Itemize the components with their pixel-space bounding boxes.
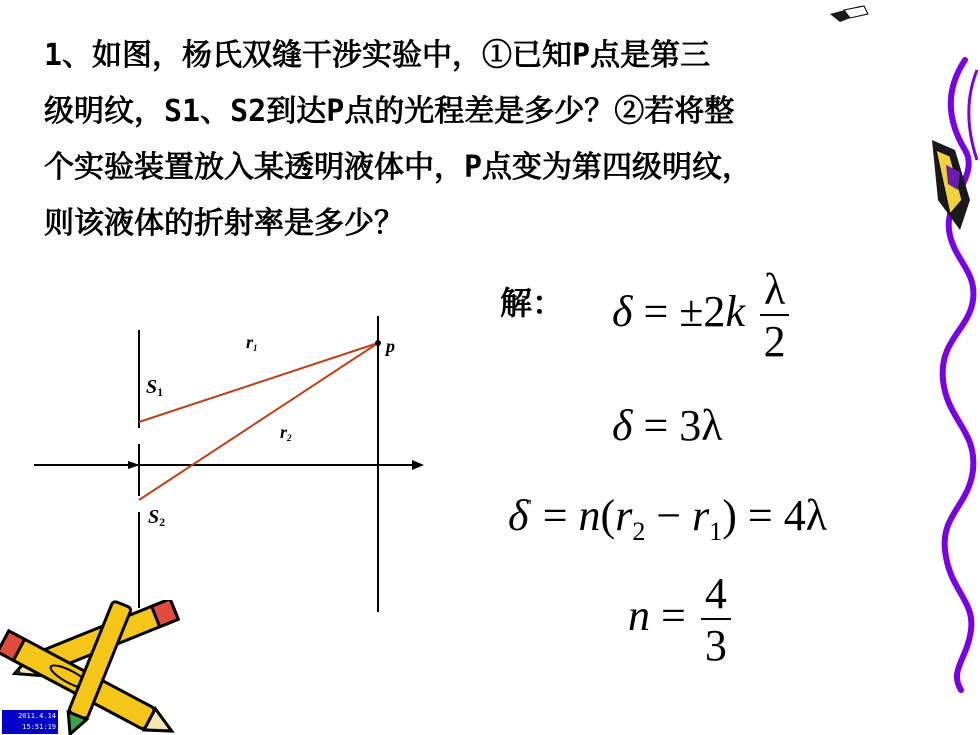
eq1-numerator: λ [760, 268, 789, 316]
timestamp-badge [2, 710, 58, 734]
solution-label: 解： [500, 284, 565, 322]
timestamp-date: 2011.4.14 [18, 712, 56, 720]
eq2-equals: = [643, 401, 669, 450]
label-s1: S1 [146, 376, 164, 399]
label-s2: S2 [148, 506, 166, 529]
eq1-k: k [725, 287, 745, 337]
label-s1-sub: 1 [157, 385, 164, 399]
eq4-denominator: 3 [704, 621, 727, 670]
eq3-minus: − [656, 491, 682, 540]
label-r1-sub: 1 [253, 343, 258, 353]
eq1-coef: ±2 [679, 287, 726, 337]
eq2-rhs: 3λ [679, 401, 723, 450]
equation-1 [612, 265, 789, 366]
eq2-delta: δ [612, 401, 633, 450]
label-p: p [386, 336, 395, 356]
eq3-r1: r [692, 491, 710, 540]
eq1-delta: δ [612, 287, 633, 337]
eq3-n: n [578, 491, 601, 540]
equation-4 [628, 569, 731, 670]
eq3-open-paren: ( [600, 491, 616, 540]
ray-r2 [139, 343, 378, 500]
timestamp-time: 15:51:19 [22, 723, 56, 731]
eq3-delta: δ [508, 491, 529, 540]
eq1-fraction [760, 265, 789, 366]
eq4-fraction [701, 569, 731, 670]
problem-line-1: 1、如图，杨氏双缝干涉实验中，①已知P点是第三 [44, 38, 711, 73]
problem-line-4: 则该液体的折射率是多少？ [44, 206, 404, 241]
eq3-close-paren: ) [722, 491, 737, 540]
axis-arrow-head [412, 460, 424, 470]
double-slit-diagram [0, 300, 440, 620]
eq3-equals: = [542, 491, 568, 540]
eq3-prime: ' [528, 496, 532, 516]
ray-r1 [139, 343, 378, 422]
label-s2-sub: 2 [159, 515, 166, 529]
point-p [375, 340, 381, 346]
problem-text [44, 28, 924, 252]
eq3-sub2: 2 [632, 517, 646, 546]
eq4-n: n [628, 591, 650, 641]
problem-line-2: 级明纹，S1、S2到达P点的光程差是多少？②若将整 [44, 94, 735, 129]
pencil-clipart-top-icon [820, 0, 975, 235]
eq3-rhs: 4λ [783, 491, 828, 540]
eq1-denominator: 2 [763, 317, 786, 366]
problem-line-3: 个实验装置放入某透明液体中，P点变为第四级明纹， [44, 150, 753, 185]
eq3-r2: r [615, 491, 633, 540]
equation-3 [508, 490, 827, 547]
eq4-numerator: 4 [701, 572, 731, 620]
equation-2 [612, 400, 723, 451]
eq4-equals: = [661, 591, 686, 641]
eq3-equals-2: = [747, 491, 773, 540]
label-r2-sub: 2 [287, 433, 292, 443]
eq3-sub1: 1 [709, 517, 723, 546]
eq1-equals: = [643, 287, 669, 337]
label-r2: r2 [280, 422, 292, 443]
label-r1: r1 [246, 332, 258, 353]
